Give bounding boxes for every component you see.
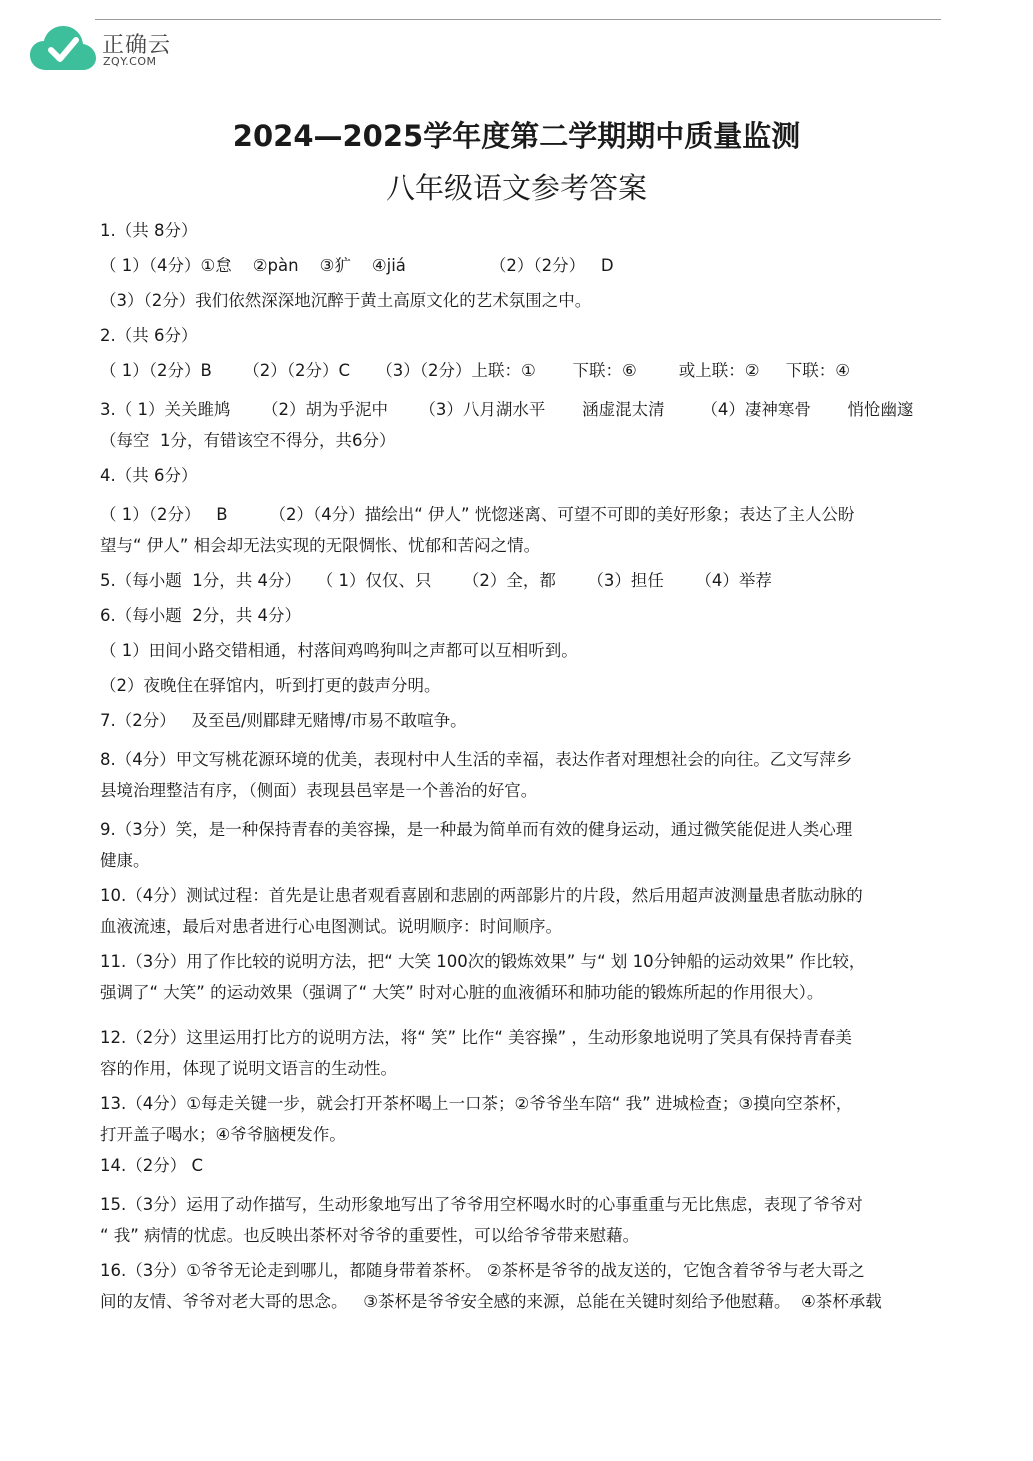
answer-line: （每空 1分，有错该空不得分，共6分） <box>100 431 396 450</box>
answer-line: 1.（共 8分） <box>100 221 198 240</box>
answer-line: 县境治理整洁有序，（侧面）表现县邑宰是一个善治的好官。 <box>100 781 538 800</box>
answer-line: 11.（3分）用了作比较的说明方法，把“ 大笑 100次的锻炼效果” 与“ 划 10分钟船的运动效果” 作比较， <box>100 952 866 971</box>
answer-line: 打开盖子喝水；④爷爷脑梗发作。 <box>100 1125 346 1144</box>
document-title: 2024—2025学年度第二学期期中质量监测 <box>232 119 801 153</box>
answer-line: 血液流速，最后对患者进行心电图测试。说明顺序：时间顺序。 <box>100 917 562 936</box>
answer-line: 4.（共 6分） <box>100 466 198 485</box>
answer-line: “ 我” 病情的忧虑。也反映出茶杯对爷爷的重要性，可以给爷爷带来慰藉。 <box>100 1226 640 1245</box>
document-subtitle: 八年级语文参考答案 <box>385 171 647 205</box>
answer-line: 2.（共 6分） <box>100 326 198 345</box>
answer-line: （ 1）（4分）①怠 ②pàn ③犷 ④jiá （2）（2分） D <box>100 256 614 275</box>
answer-line: 3.（ 1）关关雎鸠 （2）胡为乎泥中 （3）八月湖水平 涵虚混太清 （4）凄神寒骨 悄怆幽邃 <box>100 400 914 419</box>
answer-line: （ 1）（2分）B （2）（2分）C （3）（2分）上联：① 下联：⑥ 或上联：② 下联：④ <box>100 361 851 380</box>
answer-line: 6.（每小题 2分，共 4分） <box>100 606 301 625</box>
answer-line: 13.（4分）①每走关键一步，就会打开茶杯喝上一口茶；②爷爷坐车陪“ 我” 进城检查；③摸向空茶杯， <box>100 1094 853 1113</box>
answer-line: 16.（3分）①爷爷无论走到哪儿，都随身带着茶杯。 ②茶杯是爷爷的战友送的，它饱含着爷爷与老大哥之 <box>100 1261 865 1280</box>
answer-line: 12.（2分）这里运用打比方的说明方法，将“ 笑” 比作“ 美容操” ，生动形象地说明了笑具有保持青春美 <box>100 1028 852 1047</box>
logo-en-text: ZQY.COM <box>103 55 157 68</box>
answer-line: 健康。 <box>100 851 150 870</box>
answer-line: （2）夜晚住在驿馆内，听到打更的鼓声分明。 <box>100 676 441 695</box>
zqy-logo <box>30 22 190 74</box>
answer-line: （ 1）田间小路交错相通，村落间鸡鸣狗叫之声都可以互相听到。 <box>100 641 578 660</box>
answer-line: 9.（3分）笑，是一种保持青春的美容操，是一种最为简单而有效的健身运动，通过微笑能促进人类心理 <box>100 820 853 839</box>
header-rule <box>95 19 941 20</box>
answer-line: 强调了“ 大笑” 的运动效果（强调了“ 大笑” 时对心脏的血液循环和肺功能的锻炼所起的作用很大）。 <box>100 983 824 1002</box>
answer-line: 10.（4分）测试过程：首先是让患者观看喜剧和悲剧的两部影片的片段，然后用超声波测量患者肱动脉的 <box>100 886 863 905</box>
logo-cn-text: 正确云 <box>102 33 172 58</box>
answer-line: 望与“ 伊人” 相会却无法实现的无限惆怅、忧郁和苦闷之情。 <box>100 536 541 555</box>
answer-line: 间的友情、爷爷对老大哥的思念。 ③茶杯是爷爷安全感的来源，总能在关键时刻给予他慰藉。 ④茶杯承载 <box>100 1292 882 1311</box>
answer-line: （ 1）（2分） B （2）（4分）描绘出“ 伊人” 恍惚迷离、可望不可即的美好形象；表达了主人公盼 <box>100 505 855 524</box>
answer-line: 7.（2分） 及至邑/则郿肆无赌博/市易不敢喧争。 <box>100 711 467 730</box>
answer-list <box>100 215 940 1317</box>
answer-line: 容的作用，体现了说明文语言的生动性。 <box>100 1059 397 1078</box>
answer-line: 14.（2分） C <box>100 1156 204 1175</box>
cloud-check-icon <box>30 26 96 72</box>
answer-line: 8.（4分）甲文写桃花源环境的优美，表现村中人生活的幸福，表达作者对理想社会的向往。乙文写萍乡 <box>100 750 853 769</box>
answer-line: 5.（每小题 1分，共 4分） （ 1）仅仅、只 （2）全，都 （3）担任 （4）举荐 <box>100 571 772 590</box>
answer-line: （3）（2分）我们依然深深地沉醉于黄土高原文化的艺术氛围之中。 <box>100 291 592 310</box>
answer-line: 15.（3分）运用了动作描写，生动形象地写出了爷爷用空杯喝水时的心事重重与无比焦虑，表现了爷爷对 <box>100 1195 863 1214</box>
